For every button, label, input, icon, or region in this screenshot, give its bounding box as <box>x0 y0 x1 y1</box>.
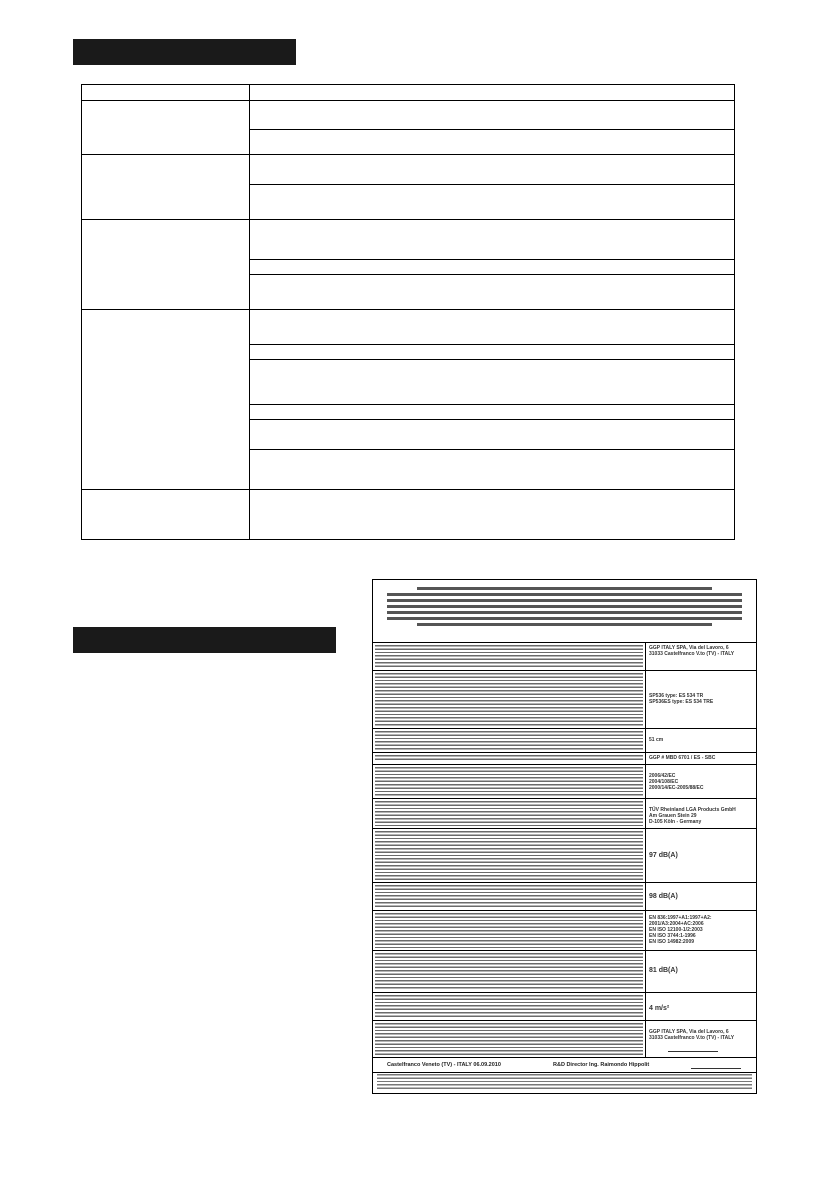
table-row-divider <box>82 100 734 101</box>
table-row-divider <box>249 344 734 345</box>
signature <box>691 1062 741 1069</box>
declaration-heading <box>377 584 752 638</box>
table-row-divider <box>249 359 734 360</box>
table-row-divider <box>249 419 734 420</box>
model-types: SP536 type: ES 534 TR SP536ES type: ES 534 TRE <box>645 671 756 728</box>
measured-sound-level: 97 dB(A) <box>645 829 756 882</box>
table-row-divider <box>249 129 734 130</box>
declaration-footer <box>373 1057 756 1073</box>
section-heading-bar <box>73 627 336 653</box>
guaranteed-sound-level: 98 dB(A) <box>645 883 756 910</box>
notified-body: TÜV Rheinland LGA Products GmbH Am Grauen Stein 29 D-105 Köln - Germany <box>645 799 756 828</box>
sound-pressure-level: 81 dB(A) <box>645 951 756 992</box>
vibration-level: 4 m/s² <box>645 993 756 1020</box>
table-row-divider <box>249 449 734 450</box>
archive-address: GGP ITALY SPA, Via del Lavoro, 6 31033 Castelfranco V.to (TV) - ITALY <box>649 1029 735 1041</box>
table-row-divider <box>82 154 734 155</box>
signature <box>668 1043 718 1052</box>
signatory: R&D Director Ing. Raimondo Hippolit <box>553 1062 650 1068</box>
table-row-divider <box>249 259 734 260</box>
declaration-row <box>373 950 756 992</box>
directives: 2006/42/EC 2004/108/EC 2000/14/EC-2005/88/EC <box>645 765 756 798</box>
table-row-divider <box>82 309 734 310</box>
declaration-row <box>373 670 756 728</box>
table-row-divider <box>249 404 734 405</box>
declaration-row <box>373 642 756 670</box>
declaration-row <box>373 910 756 950</box>
declaration-row <box>373 1020 756 1057</box>
declaration-row <box>373 728 756 752</box>
declaration-row <box>373 828 756 882</box>
declaration-notes <box>377 1074 752 1089</box>
declaration-row <box>373 882 756 910</box>
declaration-row <box>373 752 756 764</box>
company-address: GGP ITALY SPA, Via del Lavoro, 6 31033 Castelfranco V.to (TV) - ITALY <box>645 643 756 670</box>
product-code: GGP # MBD 6701 / ES - SBC <box>645 753 756 764</box>
table-row-divider <box>82 489 734 490</box>
place-date: Castelfranco Veneto (TV) - ITALY 06.09.2010 <box>387 1062 501 1068</box>
table-row-divider <box>249 274 734 275</box>
table-row-divider <box>82 219 734 220</box>
declaration-of-conformity <box>372 579 757 1094</box>
specifications-table <box>81 84 735 540</box>
declaration-row <box>373 992 756 1020</box>
section-heading-bar <box>73 39 296 65</box>
harmonised-standards: EN 836:1997+A1:1997+A2: 2001/A3:2004+AC:2006 EN ISO 12100-1/2:2003 EN ISO 3744:1-1996 EN ISO 14982:2009 <box>645 911 756 950</box>
technical-file-archive <box>645 1021 756 1057</box>
cutting-width: 51 cm <box>645 729 756 752</box>
declaration-row <box>373 798 756 828</box>
table-row-divider <box>249 184 734 185</box>
declaration-row <box>373 764 756 798</box>
